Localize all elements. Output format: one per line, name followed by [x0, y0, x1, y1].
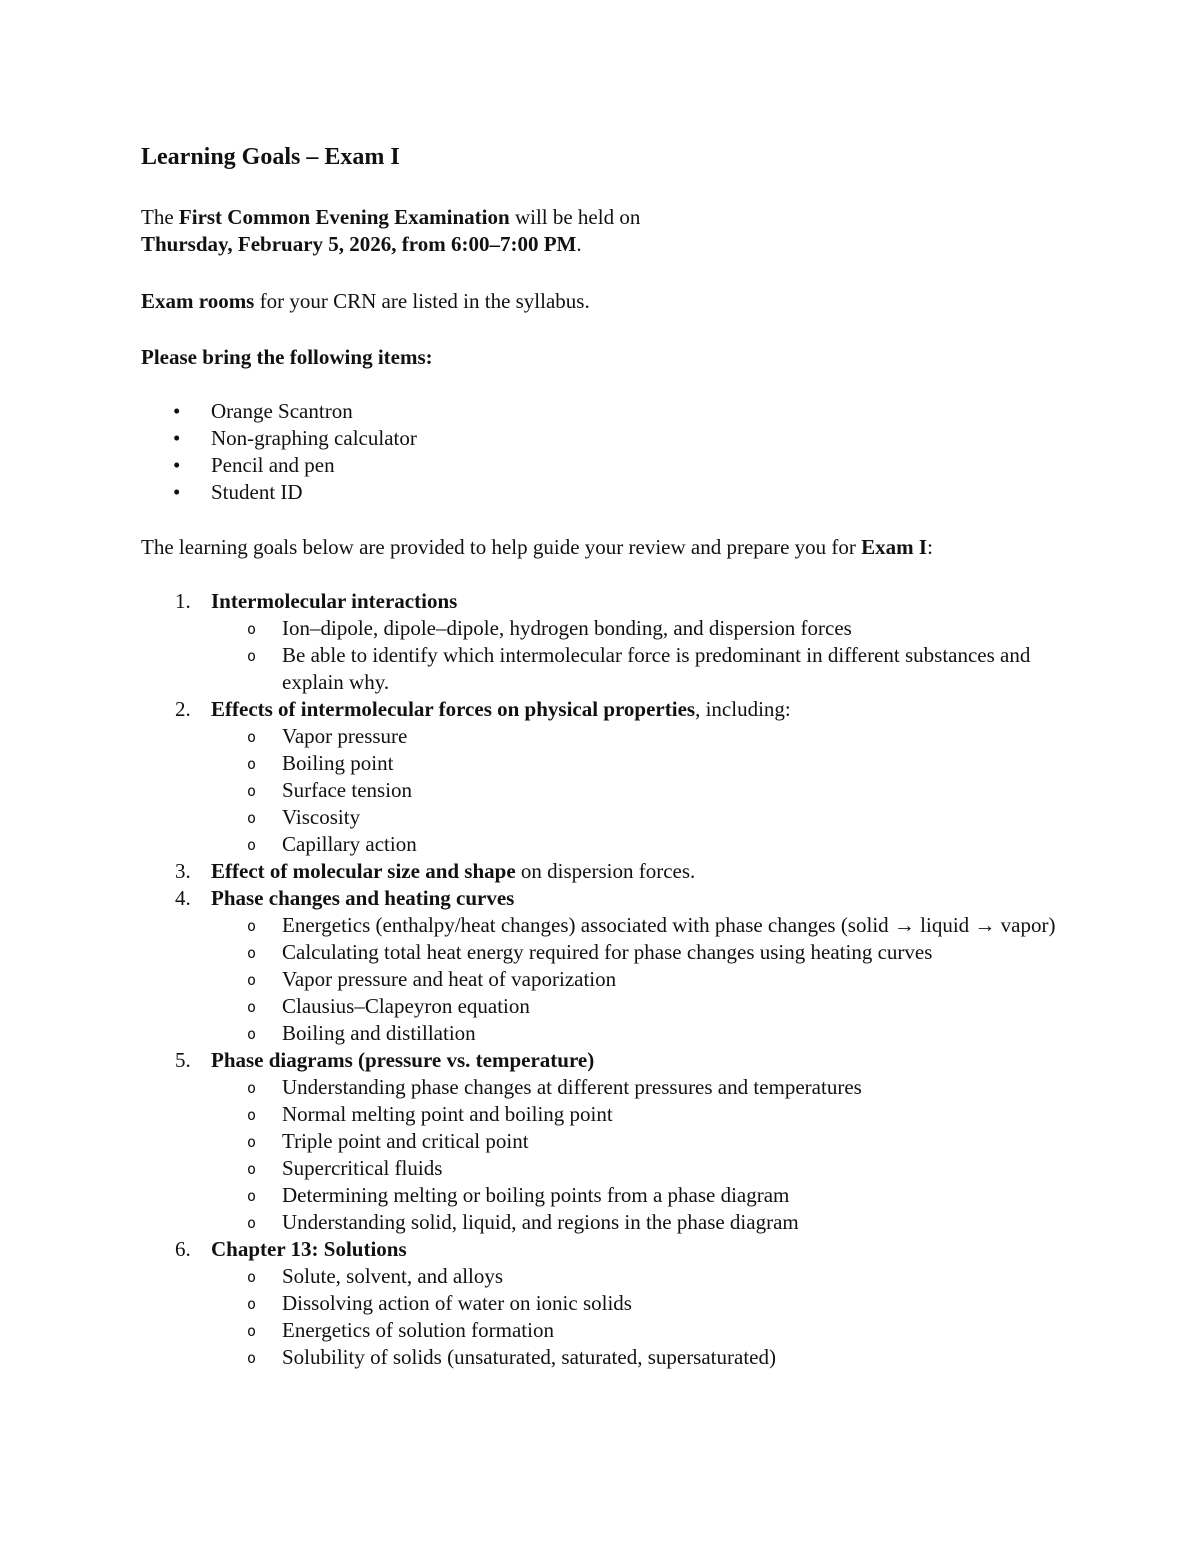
document-page	[141, 140, 1071, 1371]
goal-number: 1.	[175, 589, 191, 613]
bring-heading-text: Please bring the following items:	[141, 345, 433, 369]
goal-title: Phase changes and heating curves	[211, 886, 515, 910]
goal-item	[141, 588, 1071, 696]
goal-subitem: o Triple point and critical point	[211, 1128, 1071, 1155]
goal-subitem: o Ion–dipole, dipole–dipole, hydrogen bonding, and dispersion forces	[211, 615, 1071, 642]
goal-title: Effects of intermolecular forces on physical properties	[211, 697, 696, 721]
goal-subitems	[211, 1074, 1071, 1236]
goal-subitem: o Be able to identify which intermolecular force is predominant in different substances and explain why.	[211, 642, 1071, 696]
exam-rooms-note	[141, 288, 1071, 315]
bring-heading	[141, 344, 1071, 371]
goal-number: 3.	[175, 859, 191, 883]
goal-title-rest: , including:	[695, 697, 791, 721]
goal-number: 2.	[175, 697, 191, 721]
exam-name: First Common Evening Examination	[178, 205, 510, 229]
goal-subitem: o Calculating total heat energy required for phase changes using heating curves	[211, 939, 1071, 966]
goals-intro-exam: Exam I	[861, 535, 928, 559]
bring-item: • Pencil and pen	[141, 452, 1071, 479]
intro-text-1: The	[141, 205, 179, 229]
goal-subitem: o Boiling and distillation	[211, 1020, 1071, 1047]
goal-subitem: o Energetics (enthalpy/heat changes) associated with phase changes (solid → liquid → vapor)	[211, 912, 1071, 939]
goal-subitem: o Understanding phase changes at different pressures and temperatures	[211, 1074, 1071, 1101]
goal-subitem: o Capillary action	[211, 831, 1071, 858]
goal-item	[141, 1047, 1071, 1236]
goal-subitem: o Clausius–Clapeyron equation	[211, 993, 1071, 1020]
goal-subitem: o Energetics of solution formation	[211, 1317, 1071, 1344]
goals-intro-end: :	[927, 535, 933, 559]
goals-intro-text: The learning goals below are provided to help guide your review and prepare you for	[141, 535, 862, 559]
goal-subitem: o Vapor pressure	[211, 723, 1071, 750]
exam-date: Thursday, February 5, 2026, from 6:00–7:00 PM	[141, 232, 577, 256]
bring-item: • Non-graphing calculator	[141, 425, 1071, 452]
goal-subitems	[211, 723, 1071, 858]
goal-number: 6.	[175, 1237, 191, 1261]
goal-subitem: o Viscosity	[211, 804, 1071, 831]
goal-item	[141, 885, 1071, 1047]
exam-intro	[141, 204, 1071, 258]
page-title: Learning Goals – Exam I	[141, 144, 400, 170]
goal-subitem: o Vapor pressure and heat of vaporization	[211, 966, 1071, 993]
goal-subitem: o Solubility of solids (unsaturated, saturated, supersaturated)	[211, 1344, 1071, 1371]
goal-subitem: o Determining melting or boiling points from a phase diagram	[211, 1182, 1071, 1209]
goal-item	[141, 696, 1071, 858]
goal-subitem: o Surface tension	[211, 777, 1071, 804]
goal-subitem: o Understanding solid, liquid, and regions in the phase diagram	[211, 1209, 1071, 1236]
goal-subitems	[211, 912, 1071, 1047]
goal-subitem: o Normal melting point and boiling point	[211, 1101, 1071, 1128]
bring-item: • Orange Scantron	[141, 398, 1071, 425]
goal-item	[141, 1236, 1071, 1371]
goal-subitem: o Solute, solvent, and alloys	[211, 1263, 1071, 1290]
bring-list	[141, 398, 1071, 506]
goals-intro	[141, 534, 1071, 561]
goal-subitem: o Dissolving action of water on ionic solids	[211, 1290, 1071, 1317]
goal-subitems	[211, 615, 1071, 696]
goal-subitem: o Boiling point	[211, 750, 1071, 777]
exam-rooms-label: Exam rooms	[141, 289, 255, 313]
goal-title-rest: on dispersion forces.	[515, 859, 696, 883]
goal-subitem: o Supercritical fluids	[211, 1155, 1071, 1182]
goal-title: Phase diagrams (pressure vs. temperature)	[211, 1048, 595, 1072]
exam-date-end: .	[576, 232, 582, 256]
bring-item: • Student ID	[141, 479, 1071, 506]
exam-rooms-text: for your CRN are listed in the syllabus.	[254, 289, 590, 313]
goal-number: 5.	[175, 1048, 191, 1072]
goal-title: Effect of molecular size and shape	[211, 859, 516, 883]
goal-title: Chapter 13: Solutions	[211, 1237, 407, 1261]
goals-list	[141, 588, 1071, 1371]
goal-title: Intermolecular interactions	[211, 589, 458, 613]
goal-subitems	[211, 1263, 1071, 1371]
goal-item	[141, 858, 1071, 885]
goal-number: 4.	[175, 886, 191, 910]
intro-text-2: will be held on	[509, 205, 641, 229]
